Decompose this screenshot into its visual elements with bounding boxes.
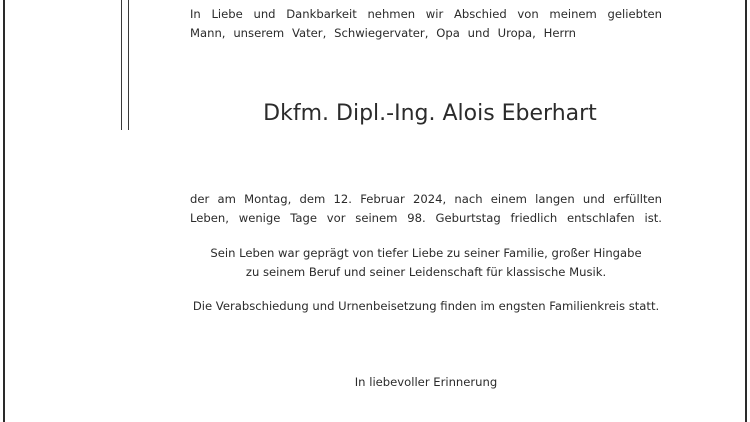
death-notice-line-2: Leben, wenige Tage vor seinem 98. Geburtstag friedlich entschlafen ist. (190, 211, 662, 225)
intro-line-1: In Liebe und Dankbarkeit nehmen wir Abschied von meinem geliebten (190, 7, 662, 21)
page-border-right (745, 0, 747, 422)
life-line-2: zu seinem Beruf und seiner Leidenschaft für klassische Musik. (245, 265, 607, 279)
death-notice-line-1: der am Montag, dem 12. Februar 2024, nach einem langen und erfüllten (190, 192, 662, 206)
decorative-rule-right (128, 0, 129, 130)
page-border-left (3, 0, 5, 422)
closing-line: In liebevoller Erinnerung (354, 375, 498, 389)
intro-line-2: Mann, unserem Vater, Schwiegervater, Opa und Uropa, Herrn (190, 26, 576, 40)
deceased-name: Dkfm. Dipl.-Ing. Alois Eberhart (263, 101, 597, 126)
decorative-rule-left (121, 0, 122, 130)
life-line-1: Sein Leben war geprägt von tiefer Liebe zu seiner Familie, großer Hingabe (210, 246, 642, 260)
ceremony-line: Die Verabschiedung und Urnenbeisetzung finden im engsten Familienkreis statt. (192, 299, 660, 313)
